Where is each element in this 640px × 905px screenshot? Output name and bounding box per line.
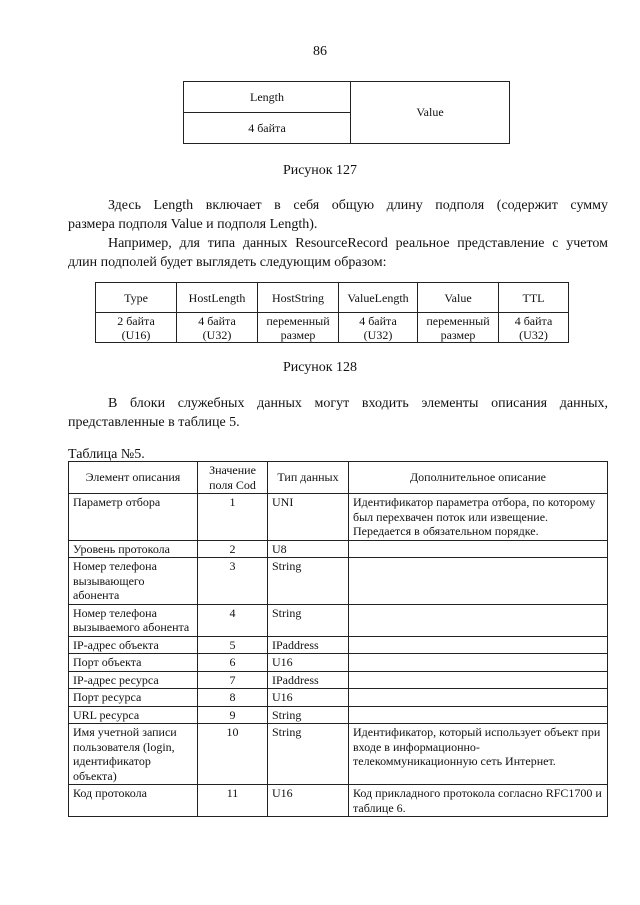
table-5-title: Таблица №5. <box>68 447 145 462</box>
paragraph-length-description <box>68 196 608 234</box>
figure-128-table <box>95 282 569 343</box>
table-row <box>69 494 608 541</box>
element-cell: Порт ресурса <box>69 689 198 707</box>
field-size: переменный <box>426 313 490 328</box>
code-cell: 4 <box>198 604 268 636</box>
type-cell: String <box>268 706 349 724</box>
code-cell: 1 <box>198 494 268 541</box>
description-cell <box>349 540 608 558</box>
description-cell: Идентификатор, который использует объект при входе в информационно-телекоммуникационную сеть Интернет. <box>349 724 608 785</box>
element-cell: Имя учетной записи пользователя (login, идентификатор объекта) <box>69 724 198 785</box>
type-cell: IPaddress <box>268 671 349 689</box>
type-cell: U16 <box>268 654 349 672</box>
field-size-cell <box>177 313 258 343</box>
code-cell: 11 <box>198 785 268 817</box>
paragraph-service-data <box>68 394 608 432</box>
element-cell: Параметр отбора <box>69 494 198 541</box>
field-size: 2 байта <box>117 313 155 328</box>
table-row <box>69 724 608 785</box>
figure-128-caption: Рисунок 128 <box>282 360 358 375</box>
paragraph-line: Здесь Length включает в себя общую длину подполя (содержит сумму <box>108 198 608 213</box>
field-size-cell <box>258 313 339 343</box>
table-5 <box>68 461 608 817</box>
element-cell: Номер телефона вызывающего абонента <box>69 558 198 605</box>
type-cell: UNI <box>268 494 349 541</box>
description-cell <box>349 604 608 636</box>
field-size-type: (U32) <box>519 327 548 342</box>
field-size-type: размер <box>280 327 316 342</box>
column-header-description: Дополнительное описание <box>349 462 608 494</box>
page-number: 86 <box>313 44 327 59</box>
table-row <box>69 689 608 707</box>
paragraph-resource-record <box>68 234 608 272</box>
table-row <box>69 540 608 558</box>
figure-127-table <box>183 81 510 144</box>
type-cell: U16 <box>268 785 349 817</box>
column-header-element: Элемент описания <box>69 462 198 494</box>
field-size-cell <box>499 313 569 343</box>
element-cell: Код протокола <box>69 785 198 817</box>
description-cell <box>349 558 608 605</box>
description-cell <box>349 689 608 707</box>
type-cell: String <box>268 724 349 785</box>
field-size-cell <box>339 313 418 343</box>
code-cell: 3 <box>198 558 268 605</box>
type-cell: IPaddress <box>268 636 349 654</box>
description-cell: Идентификатор параметра отбора, по которому был перехвачен поток или извещение. Передается в обязательном порядке. <box>349 494 608 541</box>
field-size-cell <box>96 313 177 343</box>
paragraph-line: представленные в таблице 5. <box>68 415 240 430</box>
field-size-type: (U32) <box>202 327 232 342</box>
value-label-cell: Value <box>351 82 510 144</box>
element-cell: IP-адрес ресурса <box>69 671 198 689</box>
field-header: TTL <box>499 283 569 313</box>
element-cell: Порт объекта <box>69 654 198 672</box>
code-cell: 2 <box>198 540 268 558</box>
table-row <box>69 785 608 817</box>
type-cell: U8 <box>268 540 349 558</box>
field-size-type: размер <box>440 327 476 342</box>
paragraph-line: длин подполей будет выглядеть следующим образом: <box>68 255 387 270</box>
column-header-type: Тип данных <box>268 462 349 494</box>
field-header: Type <box>96 283 177 313</box>
table-row <box>69 654 608 672</box>
column-header-code: Значение поля Cod <box>198 462 268 494</box>
field-header: ValueLength <box>339 283 418 313</box>
field-size-type: (U16) <box>121 327 151 342</box>
code-cell: 8 <box>198 689 268 707</box>
description-cell <box>349 706 608 724</box>
code-cell: 9 <box>198 706 268 724</box>
table-row <box>69 671 608 689</box>
field-header: Value <box>418 283 499 313</box>
field-size-type: (U32) <box>363 327 393 342</box>
code-cell: 5 <box>198 636 268 654</box>
description-cell <box>349 654 608 672</box>
description-cell <box>349 671 608 689</box>
type-cell: String <box>268 558 349 605</box>
field-size-cell <box>418 313 499 343</box>
paragraph-line: В блоки служебных данных могут входить элементы описания данных, <box>108 396 608 411</box>
table-row <box>69 604 608 636</box>
code-cell: 6 <box>198 654 268 672</box>
figure-127-caption: Рисунок 127 <box>282 163 358 178</box>
description-cell <box>349 636 608 654</box>
field-size: 4 байта <box>198 313 236 328</box>
code-cell: 10 <box>198 724 268 785</box>
description-cell: Код прикладного протокола согласно RFC1700 и таблице 6. <box>349 785 608 817</box>
length-size-cell: 4 байта <box>184 113 351 144</box>
code-cell: 7 <box>198 671 268 689</box>
element-cell: IP-адрес объекта <box>69 636 198 654</box>
field-size: переменный <box>266 313 330 328</box>
table-row <box>69 636 608 654</box>
table-row <box>69 706 608 724</box>
field-header: HostLength <box>177 283 258 313</box>
paragraph-line: размера подполя Value и подполя Length). <box>68 217 318 232</box>
length-label-cell: Length <box>184 82 351 113</box>
element-cell: URL ресурса <box>69 706 198 724</box>
type-cell: String <box>268 604 349 636</box>
field-size: 4 байта <box>514 313 553 328</box>
table-row <box>69 558 608 605</box>
paragraph-line: Например, для типа данных ResourceRecord реальное представление с учетом <box>108 236 608 251</box>
element-cell: Уровень протокола <box>69 540 198 558</box>
type-cell: U16 <box>268 689 349 707</box>
field-header: HostString <box>258 283 339 313</box>
element-cell: Номер телефона вызываемого абонента <box>69 604 198 636</box>
field-size: 4 байта <box>359 313 397 328</box>
